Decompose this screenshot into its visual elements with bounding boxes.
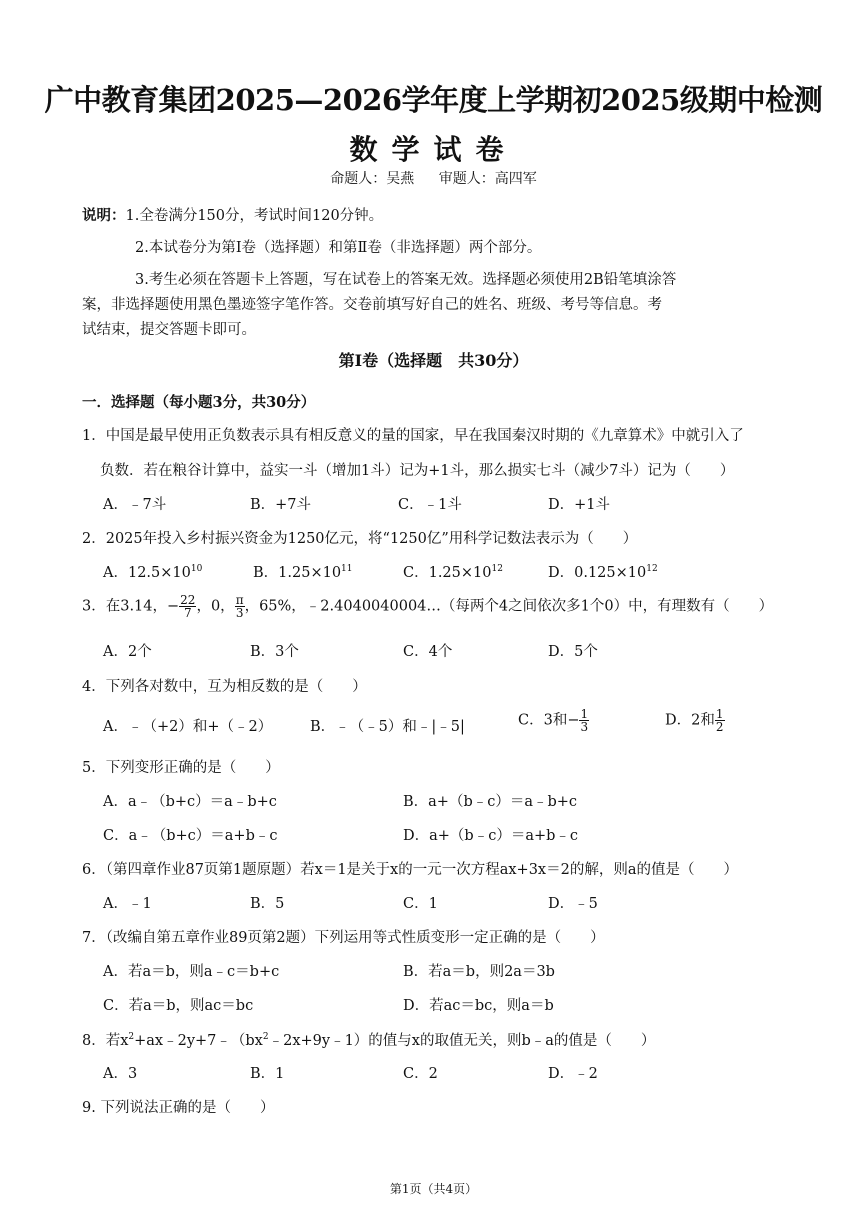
q1-option-b: B．+7斗 <box>250 497 312 513</box>
q1-option-d: D．+1斗 <box>548 497 611 513</box>
question-4: 4．下列各对数中，互为相反数的是（ ） <box>82 679 367 695</box>
q6-option-c: C．1 <box>403 896 438 912</box>
author: 命题人：吴燕 <box>330 171 415 187</box>
question-5: 5．下列变形正确的是（ ） <box>82 760 280 776</box>
page-footer: 第1页（共4页） <box>389 1182 478 1196</box>
exam-title-line1: 广中教育集团2025—2026学年度上学期初2025级期中检测 <box>44 83 823 117</box>
question-1-line1: 1．中国是最早使用正负数表示具有相反意义的量的国家，早在我国秦汉时期的《九章算术》中就引入了 <box>82 428 744 444</box>
question-1-line2: 负数．若在粮谷计算中，益实一斗（增加1斗）记为+1斗，那么损实七斗（减少7斗）记为（ ） <box>100 463 735 479</box>
q2-option-c: C．$1.25\times 10^{12}$ <box>403 564 503 581</box>
instructions-item2: 2.本试卷分为第Ⅰ卷（选择题）和第Ⅱ卷（非选择题）两个部分。 <box>135 240 542 256</box>
q8-option-b: B．1 <box>250 1066 285 1082</box>
q2-option-a: A．$12.5\times 10^{10}$ <box>103 564 203 581</box>
q6-option-a: A．﹣1 <box>103 896 152 912</box>
question-7: 7．（改编自第五章作业89页第2题）下列运用等式性质变形一定正确的是（ ） <box>82 930 605 946</box>
q5-option-a: A．a﹣（b+c）＝a﹣b+c <box>103 794 277 810</box>
q2-option-d: D．$0.125\times 10^{12}$ <box>548 564 658 581</box>
question-2: 2．2025年投入乡村振兴资金为1250亿元，将“1250亿”用科学记数法表示为（ ） <box>82 531 638 547</box>
q7-option-a: A．若a＝b，则a﹣c＝b+c <box>103 964 280 980</box>
instructions-label: 说明： <box>82 207 126 224</box>
fraction-pi-3: $\frac{\pi}{3}$ <box>235 593 244 620</box>
section1-title: 第Ⅰ卷（选择题 共30分） <box>338 351 529 370</box>
q7-option-d: D．若ac＝bc，则a＝b <box>403 998 554 1014</box>
q5-option-d: D．a+（b﹣c）＝a+b﹣c <box>403 828 579 844</box>
q8-option-d: D．﹣2 <box>548 1066 598 1082</box>
q7-option-b: B．若a＝b，则2a＝3b <box>403 964 555 980</box>
instructions-item3-line2: 案，非选择题使用黑色墨迹签字笔作答。交卷前填写好自己的姓名、班级、考号等信息。考 <box>82 297 662 313</box>
q4-option-c: C．3和− $\frac{1}{3}$ <box>518 707 589 734</box>
part-heading: 一．选择题（每小题3分，共30分） <box>82 394 316 411</box>
q4-option-d: D．2和 $\frac{1}{2}$ <box>665 707 724 734</box>
question-3: 3．在3.14，− $\frac{22}{7}$ ，0， $\frac{\pi}{3}$ ，65%，﹣2.4040040004…（每两个4之间依次多1个0）中，有理数有（ ） <box>82 593 774 620</box>
question-9: 9. 下列说法正确的是（ ） <box>82 1100 275 1116</box>
q4-option-a: A．﹣（+2）和+（﹣2） <box>103 719 273 735</box>
q3-option-a: A．2个 <box>103 644 152 660</box>
q5-option-b: B．a+（b﹣c）＝a﹣b+c <box>403 794 578 810</box>
q3-option-b: B．3个 <box>250 644 299 660</box>
q3-option-c: C．4个 <box>403 644 453 660</box>
question-8: 8．若$x^2+ax﹣2y+7﹣(bx^2﹣2x+9y﹣1)$的值与x的取值无关，则b﹣a的值是（ ） <box>82 1032 656 1049</box>
q2-option-b: B．$1.25\times 10^{11}$ <box>253 564 353 581</box>
q4-option-b: B．﹣（﹣5）和﹣|﹣5| <box>310 719 465 735</box>
q6-option-d: D．﹣5 <box>548 896 598 912</box>
authors-line <box>0 168 867 188</box>
q6-option-b: B．5 <box>250 896 285 912</box>
instructions-item3-line1: 3.考生必须在答题卡上答题，写在试卷上的答案无效。选择题必须使用2B铅笔填涂答 <box>135 272 677 288</box>
fraction-22-7: $\frac{22}{7}$ <box>180 593 196 620</box>
instructions-item3-line3: 试结束，提交答题卡即可。 <box>82 322 256 338</box>
instructions-item1: 说明：1.全卷满分150分，考试时间120分钟。 <box>82 207 384 224</box>
q7-option-c: C．若a＝b，则ac＝bc <box>103 998 254 1014</box>
q1-option-c: C．﹣1斗 <box>398 497 462 513</box>
q8-option-c: C．2 <box>403 1066 438 1082</box>
exam-title-line2: 数学试卷 <box>349 133 518 166</box>
question-6: 6．（第四章作业87页第1题原题）若x＝1是关于x的一元一次方程ax+3x＝2的解，则a的值是（ ） <box>82 862 738 878</box>
q1-option-a: A．﹣7斗 <box>103 497 167 513</box>
q5-option-c: C．a﹣（b+c）＝a+b﹣c <box>103 828 278 844</box>
q3-option-d: D．5个 <box>548 644 598 660</box>
q8-option-a: A．3 <box>103 1066 138 1082</box>
reviewer: 审题人：高四军 <box>438 171 537 187</box>
